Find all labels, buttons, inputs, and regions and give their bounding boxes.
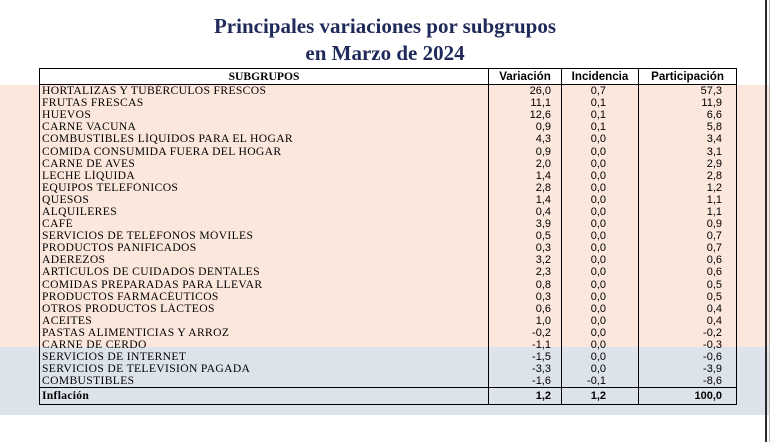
row-incidencia: 0,7 [562,85,639,98]
row-participacion: -8,6 [639,375,737,388]
row-incidencia: 0,0 [562,351,639,363]
total-row [40,388,737,405]
row-incidencia: 0,0 [562,303,639,315]
table-row [40,85,737,98]
row-subgrupo: CAFÉ [40,218,489,230]
table-row [40,291,737,303]
row-incidencia: 0,0 [562,327,639,339]
row-variacion: 0,5 [489,230,562,242]
row-variacion: 1,0 [489,315,562,327]
row-variacion: -1,5 [489,351,562,363]
row-variacion: -0,2 [489,327,562,339]
table-row [40,170,737,182]
row-incidencia: 0,0 [562,315,639,327]
row-participacion: 0,4 [639,315,737,327]
row-variacion: 0,3 [489,242,562,254]
row-variacion: 26,0 [489,85,562,98]
row-incidencia: -0,1 [562,375,639,388]
row-incidencia: 0,1 [562,97,639,109]
row-variacion: 0,9 [489,121,562,133]
header-subgrupos: SUBGRUPOS [40,69,489,85]
table-row [40,206,737,218]
page-title [0,13,770,67]
row-incidencia: 0,0 [562,182,639,194]
row-variacion: 0,3 [489,291,562,303]
row-participacion: 5,8 [639,121,737,133]
row-subgrupo: CARNE DE AVES [40,158,489,170]
row-incidencia: 0,0 [562,291,639,303]
title-line-1: Principales variaciones por subgrupos [213,14,557,38]
row-participacion: -0,2 [639,327,737,339]
row-subgrupo: SERVICIOS DE TELEVISIÓN PAGADA [40,363,489,375]
row-subgrupo: FRUTAS FRESCAS [40,97,489,109]
row-subgrupo: CARNE VACUNA [40,121,489,133]
row-variacion: -1,6 [489,375,562,388]
total-participacion: 100,0 [639,388,737,405]
row-incidencia: 0,0 [562,194,639,206]
row-incidencia: 0,0 [562,218,639,230]
row-variacion: 2,0 [489,158,562,170]
row-participacion: -3,9 [639,363,737,375]
row-variacion: 3,9 [489,218,562,230]
row-variacion: 3,2 [489,254,562,266]
row-participacion: 0,5 [639,279,737,291]
row-variacion: 1,4 [489,194,562,206]
table-row [40,363,737,375]
row-incidencia: 0,0 [562,279,639,291]
row-participacion: 1,1 [639,206,737,218]
row-incidencia: 0,0 [562,230,639,242]
table-row [40,97,737,109]
row-variacion: 0,9 [489,145,562,157]
row-incidencia: 0,0 [562,254,639,266]
row-subgrupo: COMBUSTIBLES [40,375,489,388]
row-participacion: 2,9 [639,158,737,170]
row-variacion: 1,4 [489,170,562,182]
row-incidencia: 0,0 [562,158,639,170]
row-incidencia: 0,0 [562,145,639,157]
row-variacion: 12,6 [489,109,562,121]
table-row [40,121,737,133]
row-participacion: -0,3 [639,339,737,351]
row-incidencia: 0,0 [562,242,639,254]
table-row [40,254,737,266]
row-incidencia: 0,0 [562,363,639,375]
table-row [40,375,737,388]
row-participacion: 6,6 [639,109,737,121]
table-row [40,182,737,194]
header-incidencia: Incidencia [562,69,639,85]
table-row [40,303,737,315]
row-variacion: 11,1 [489,97,562,109]
table-row [40,109,737,121]
row-participacion: 0,6 [639,266,737,278]
row-subgrupo: ACEITES [40,315,489,327]
row-subgrupo: SERVICIOS DE TELÉFONOS MÓVILES [40,230,489,242]
row-incidencia: 0,1 [562,109,639,121]
row-participacion: 0,7 [639,230,737,242]
row-incidencia: 0,0 [562,266,639,278]
row-incidencia: 0,1 [562,121,639,133]
table-body [40,85,737,388]
row-participacion: 3,4 [639,133,737,145]
row-subgrupo: LECHE LÍQUIDA [40,170,489,182]
row-variacion: 0,6 [489,303,562,315]
row-participacion: -0,6 [639,351,737,363]
row-participacion: 3,1 [639,145,737,157]
row-subgrupo: CARNE DE CERDO [40,339,489,351]
row-participacion: 1,1 [639,194,737,206]
row-subgrupo: OTROS PRODUCTOS LÁCTEOS [40,303,489,315]
row-incidencia: 0,0 [562,339,639,351]
row-subgrupo: PRODUCTOS FARMACÉUTICOS [40,291,489,303]
row-subgrupo: ARTÍCULOS DE CUIDADOS DENTALES [40,266,489,278]
subgroups-table [39,68,737,405]
row-subgrupo: PRODUCTOS PANIFICADOS [40,242,489,254]
row-variacion: 4,3 [489,133,562,145]
row-variacion: -1,1 [489,339,562,351]
table-row [40,158,737,170]
row-variacion: 2,3 [489,266,562,278]
row-incidencia: 0,0 [562,206,639,218]
row-participacion: 11,9 [639,97,737,109]
row-participacion: 57,3 [639,85,737,98]
row-subgrupo: COMBUSTIBLES LÍQUIDOS PARA EL HOGAR [40,133,489,145]
row-variacion: 0,8 [489,279,562,291]
table-row [40,133,737,145]
total-incidencia: 1,2 [562,388,639,405]
table-row [40,315,737,327]
row-participacion: 0,7 [639,242,737,254]
header-participacion: Participación [639,69,737,85]
row-variacion: 2,8 [489,182,562,194]
row-variacion: -3,3 [489,363,562,375]
table-row [40,279,737,291]
row-subgrupo: SERVICIOS DE INTERNET [40,351,489,363]
row-variacion: 0,4 [489,206,562,218]
table-header-row [40,69,737,85]
table-row [40,266,737,278]
row-participacion: 2,8 [639,170,737,182]
table-row [40,327,737,339]
row-incidencia: 0,0 [562,170,639,182]
title-line-2: en Marzo de 2024 [305,41,465,65]
row-subgrupo: EQUIPOS TELEFÓNICOS [40,182,489,194]
row-participacion: 0,4 [639,303,737,315]
row-participacion: 1,2 [639,182,737,194]
row-participacion: 0,9 [639,218,737,230]
row-subgrupo: HORTALIZAS Y TUBÉRCULOS FRESCOS [40,85,489,98]
row-subgrupo: QUESOS [40,194,489,206]
table-row [40,194,737,206]
total-label: Inflación [40,388,489,405]
total-variacion: 1,2 [489,388,562,405]
row-participacion: 0,6 [639,254,737,266]
row-participacion: 0,5 [639,291,737,303]
table-row [40,230,737,242]
table-row [40,218,737,230]
row-subgrupo: PASTAS ALIMENTICIAS Y ARROZ [40,327,489,339]
header-variacion: Variación [489,69,562,85]
row-subgrupo: ALQUILERES [40,206,489,218]
table-row [40,242,737,254]
row-incidencia: 0,0 [562,133,639,145]
table-row [40,145,737,157]
row-subgrupo: COMIDA CONSUMIDA FUERA DEL HOGAR [40,145,489,157]
table-row [40,339,737,351]
row-subgrupo: COMIDAS PREPARADAS PARA LLEVAR [40,279,489,291]
row-subgrupo: ADEREZOS [40,254,489,266]
table-row [40,351,737,363]
row-subgrupo: HUEVOS [40,109,489,121]
